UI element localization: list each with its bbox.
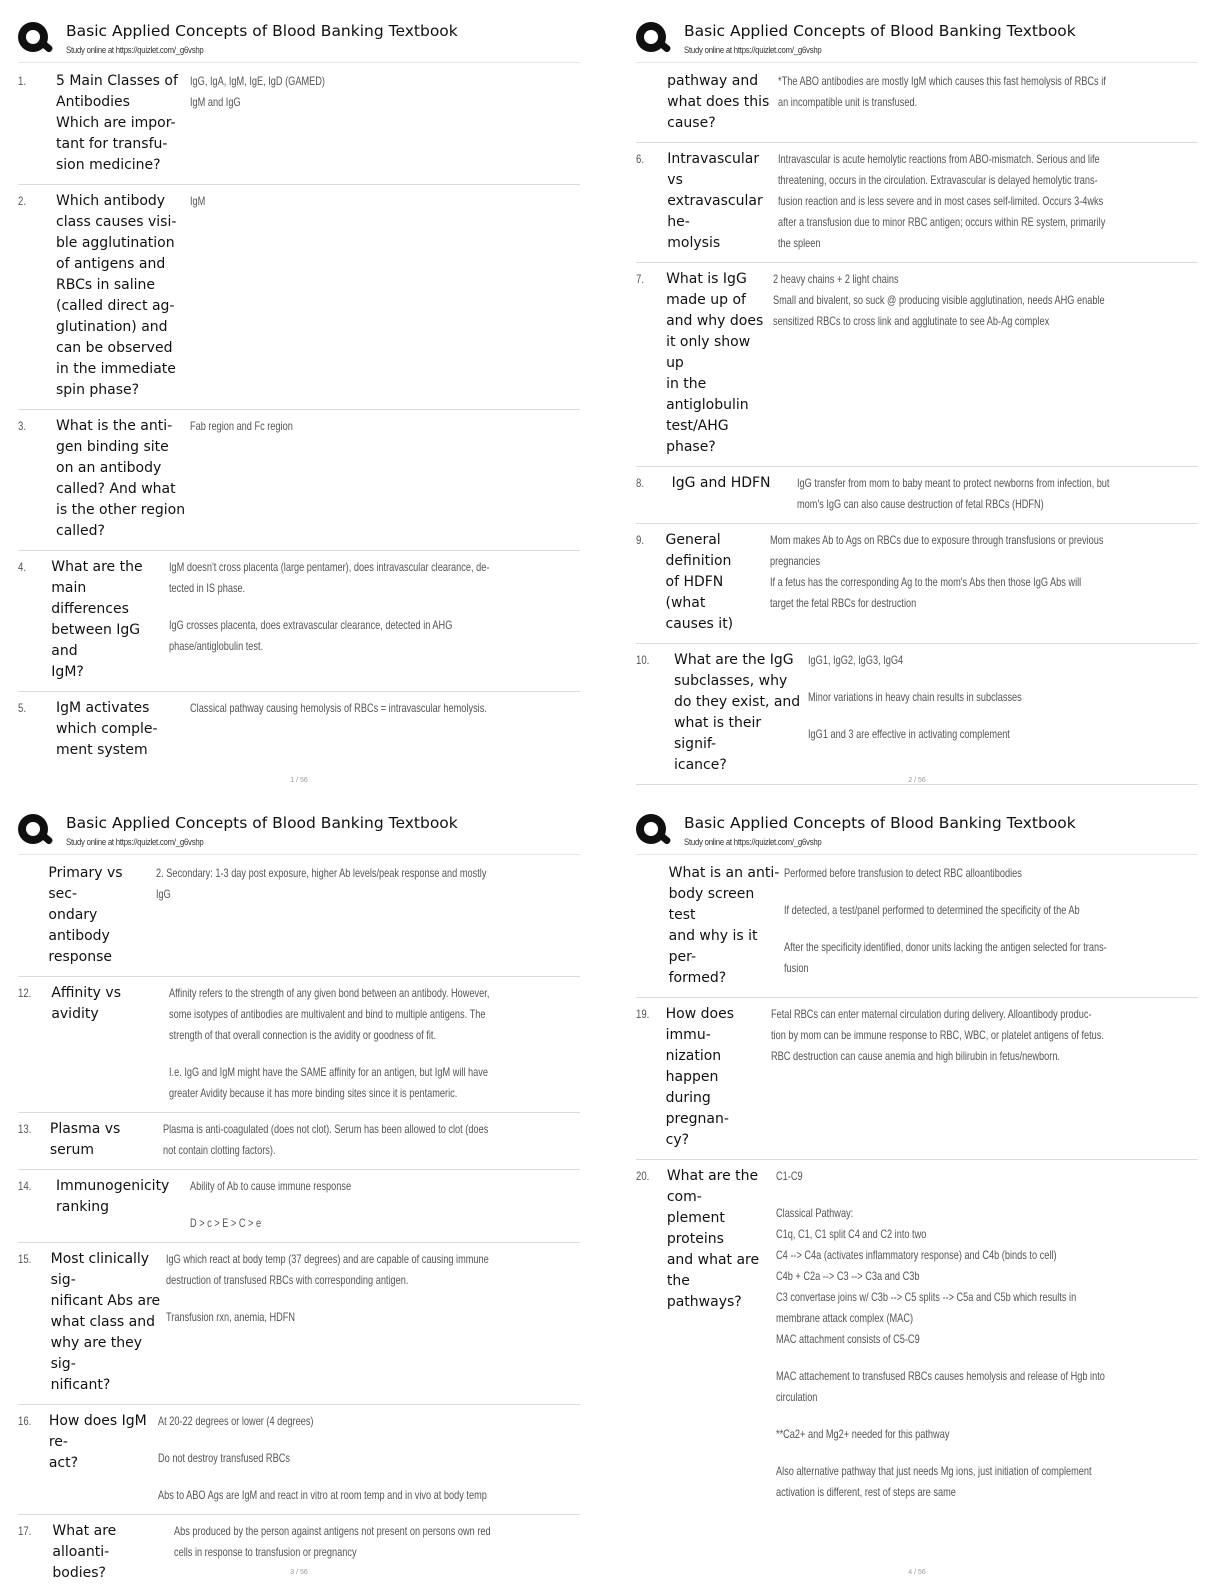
answer-line: **Ca2+ and Mg2+ needed for this pathway: [776, 1427, 950, 1441]
answer-line: If detected, a test/panel performed to determined the specificity of the Ab: [784, 903, 1080, 917]
card-answer: [156, 863, 580, 968]
page-header: [18, 18, 580, 63]
card-number: 1.: [18, 74, 27, 88]
card-number: 7.: [636, 272, 645, 286]
paragraph-gap: [776, 1350, 1198, 1366]
question-line: IgM?: [51, 664, 84, 680]
quizlet-logo-tail: [657, 40, 671, 54]
question-line: What is the anti-: [56, 418, 173, 434]
question-line: causes it): [665, 616, 734, 632]
answer-line: tion by mom can be immune response to RBC, WBC, or platelet antigens of fetus.: [771, 1028, 1105, 1042]
question-line: main differences: [51, 580, 129, 617]
answer-line: IgG, IgA, IgM, IgE, IgD (GAMED): [190, 74, 326, 88]
page-3: [18, 810, 580, 1580]
question-line: How does immu-: [665, 1006, 735, 1043]
card-answer: [190, 71, 580, 176]
answer-line: Performed before transfusion to detect RBC alloantibodies: [784, 866, 1023, 880]
paragraph-gap: [166, 1291, 580, 1307]
quizlet-logo-tail: [39, 40, 53, 54]
question-line: glutination) and: [56, 319, 168, 335]
question-line: Affinity vs avidity: [51, 985, 121, 1022]
question-line: What is an anti-: [668, 865, 780, 881]
study-online-link[interactable]: Study online at https://quizlet.com/_g6vshp: [684, 837, 822, 848]
flashcard-row: [18, 1405, 580, 1515]
answer-line: 2 heavy chains + 2 light chains: [772, 272, 899, 286]
question-line: made up of: [666, 292, 746, 308]
card-number: 12.: [18, 986, 32, 1000]
question-line: formed?: [668, 970, 727, 986]
card-answer: [771, 1004, 1198, 1151]
page-4: [636, 810, 1198, 1580]
question-line: and why does: [666, 313, 764, 329]
card-number: 2.: [18, 194, 27, 208]
question-line: cause?: [667, 115, 716, 131]
card-answer: [770, 530, 1198, 635]
card-answer: [776, 1166, 1198, 1503]
flashcard-row: [18, 410, 580, 551]
answer-line: IgG crosses placenta, does extravascular clearance, detected in AHG: [169, 618, 453, 632]
answer-line: C3 convertase joins w/ C3b --> C5 splits --> C5a and C5b which results in: [776, 1290, 1077, 1304]
answer-line: IgG which react at body temp (37 degrees) and are capable of causing immune: [166, 1252, 489, 1266]
answer-line: MAC attachement to transfused RBCs causes hemolysis and release of Hgb into: [776, 1369, 1106, 1383]
question-line: can be observed: [56, 340, 173, 356]
flashcard-row: [636, 857, 1198, 998]
question-line: pathway and: [667, 73, 759, 89]
answer-line: some isotypes of antibodies are multivalent and bind to multiple antigens. The: [169, 1007, 486, 1021]
card-question: [666, 530, 771, 635]
answer-line: Do not destroy transfused RBCs: [158, 1451, 291, 1465]
question-line: What are the IgG: [674, 652, 794, 668]
answer-line: Fetal RBCs can enter maternal circulation during delivery. Alloantibody produc-: [771, 1007, 1092, 1021]
document-title: Basic Applied Concepts of Blood Banking Textbook: [66, 22, 458, 40]
question-line: between IgG and: [51, 622, 141, 659]
flashcard-row: [636, 998, 1198, 1160]
card-answer: [166, 1249, 580, 1396]
answer-line: Abs to ABO Ags are IgM and react in vitro at room temp and in vivo at body temp: [158, 1488, 488, 1502]
card-answer: [190, 191, 580, 401]
question-line: spin phase?: [56, 382, 140, 398]
answer-line: Minor variations in heavy chain results in subclasses: [808, 690, 1022, 704]
answer-line: pregnancies: [770, 554, 821, 568]
question-line: called? And what: [56, 481, 176, 497]
question-line: pathways?: [666, 1294, 742, 1310]
paragraph-gap: [169, 1046, 580, 1062]
answer-line: RBC destruction can cause anemia and high bilirubin in fetus/newborn.: [771, 1049, 1061, 1063]
paragraph-gap: [776, 1187, 1198, 1203]
answer-line: activation is different, rest of steps are same: [776, 1485, 957, 1499]
question-line: Which are impor-: [56, 115, 176, 131]
question-line: called?: [56, 523, 105, 539]
answer-line: I.e. IgG and IgM might have the SAME affinity for an antigen, but IgM will have: [169, 1065, 489, 1079]
card-answer: [190, 1176, 580, 1234]
question-line: which comple-: [56, 721, 158, 737]
card-question: [56, 416, 190, 542]
quizlet-logo-tail: [657, 832, 671, 846]
paragraph-gap: [784, 884, 1198, 900]
flashcard-row: [636, 524, 1198, 644]
card-answer: [169, 983, 580, 1104]
question-line: What are alloanti-: [52, 1523, 117, 1560]
card-question: [49, 1411, 159, 1506]
answer-line: after a transfusion due to minor RBC antigen; occurs within RE system, primarily: [778, 215, 1106, 229]
question-line: plement proteins: [666, 1210, 725, 1247]
answer-line: an incompatible unit is transfused.: [777, 95, 917, 109]
card-answer: [169, 557, 580, 683]
question-line: nization happen: [665, 1048, 722, 1085]
answer-line: At 20-22 degrees or lower (4 degrees): [158, 1414, 314, 1428]
question-line: body screen test: [668, 886, 755, 923]
card-answer: [778, 71, 1198, 134]
page-footer: 1 / 56: [290, 777, 308, 784]
answer-line: Small and bivalent, so suck @ producing visible agglutination, needs AHG enable: [772, 293, 1105, 307]
card-question: [51, 983, 169, 1104]
flashcard-row: [18, 977, 580, 1113]
question-line: ranking: [56, 1199, 109, 1215]
answer-line: the spleen: [778, 236, 821, 250]
document-title: Basic Applied Concepts of Blood Banking Textbook: [684, 814, 1076, 832]
flashcard-row: [636, 143, 1198, 263]
answer-line: membrane attack complex (MAC): [776, 1311, 914, 1325]
card-answer: [190, 698, 580, 761]
question-line: molysis: [667, 235, 721, 251]
answer-line: phase/antiglobulin test.: [169, 639, 264, 653]
question-line: and why is it per-: [668, 928, 758, 965]
paragraph-gap: [784, 921, 1198, 937]
answer-line: C4 --> C4a (activates inflammatory response) and C4b (binds to cell): [776, 1248, 1057, 1262]
question-line: extravascular he-: [667, 193, 763, 230]
study-online-link[interactable]: Study online at https://quizlet.com/_g6vshp: [66, 45, 204, 56]
answer-line: IgM and IgG: [190, 95, 241, 109]
card-number: 3.: [18, 419, 27, 433]
answer-line: cells in response to transfusion or pregnancy: [174, 1545, 357, 1559]
question-line: 5 Main Classes of: [56, 73, 178, 89]
flashcard-row: [18, 857, 580, 977]
question-line: ondary antibody: [48, 907, 110, 944]
question-line: what is their signif-: [674, 715, 762, 752]
question-line: RBCs in saline: [56, 277, 155, 293]
answer-line: IgG1 and 3 are effective in activating complement: [808, 727, 1010, 741]
card-number: 8.: [636, 476, 645, 490]
page-header: [18, 810, 580, 855]
flashcard-row: [18, 65, 580, 185]
card-number: 13.: [18, 1122, 32, 1136]
question-line: IgM activates: [56, 700, 150, 716]
flashcard-row: [18, 551, 580, 692]
answer-line: MAC attachment consists of C5-C9: [776, 1332, 921, 1346]
card-question: [667, 71, 778, 134]
question-line: How does IgM re-: [48, 1413, 147, 1450]
study-online-link[interactable]: Study online at https://quizlet.com/_g6vshp: [66, 837, 204, 848]
card-question: [56, 71, 190, 176]
answer-line: Ability of Ab to cause immune response: [190, 1179, 352, 1193]
card-number: [636, 863, 662, 989]
card-question: [50, 1119, 163, 1161]
flashcard-row: [636, 263, 1198, 467]
question-line: what class and: [50, 1314, 156, 1330]
question-line: bodies?: [52, 1565, 106, 1580]
answer-line: not contain clotting factors).: [162, 1143, 276, 1157]
question-line: what does this: [667, 94, 770, 110]
question-line: of antigens and: [56, 256, 166, 272]
answer-line: Mom makes Ab to Ags on RBCs due to exposure through transfusions or previous: [770, 533, 1104, 547]
answer-line: strength of that overall connection is the avidity or goodness of fit.: [169, 1028, 437, 1042]
card-answer: [797, 473, 1198, 515]
question-line: (called direct ag-: [56, 298, 175, 314]
answer-line: Plasma is anti-coagulated (does not clot). Serum has been allowed to clot (does: [162, 1122, 489, 1136]
flashcard-row: [636, 785, 1198, 788]
card-question: [666, 1004, 771, 1151]
card-number: 10.: [636, 653, 650, 667]
question-line: Plasma vs serum: [49, 1121, 121, 1158]
answer-line: greater Avidity because it has more binding sites since it is pentameric.: [169, 1086, 458, 1100]
question-line: ment system: [56, 742, 148, 758]
card-answer: [190, 416, 580, 542]
answer-line: target the fetal RBCs for destruction: [770, 596, 917, 610]
question-line: Most clinically sig-: [50, 1251, 150, 1288]
card-number: 17.: [18, 1524, 32, 1538]
question-line: IgG and HDFN: [671, 475, 771, 491]
paragraph-gap: [169, 599, 580, 615]
question-line: test/AHG phase?: [666, 418, 729, 455]
question-line: tant for transfu-: [56, 136, 168, 152]
card-answer: [773, 269, 1198, 458]
card-number: [636, 71, 661, 134]
paragraph-gap: [776, 1445, 1198, 1461]
answer-line: Fab region and Fc region: [190, 419, 293, 433]
answer-line: circulation: [776, 1390, 818, 1404]
question-line: do they exist, and: [674, 694, 801, 710]
card-number: 19.: [636, 1007, 650, 1021]
card-number: 14.: [18, 1179, 32, 1193]
answer-line: threatening, occurs in the circulation. Extravascular is delayed hemolytic trans-: [778, 173, 1099, 187]
question-line: Antibodies: [56, 94, 130, 110]
document-title: Basic Applied Concepts of Blood Banking Textbook: [684, 22, 1076, 40]
card-question: [667, 149, 778, 254]
paragraph-gap: [190, 1197, 580, 1213]
answer-line: IgM: [190, 194, 206, 208]
question-line: Primary vs sec-: [48, 865, 123, 902]
card-number: 5.: [18, 701, 27, 715]
card-question: [56, 191, 190, 401]
question-line: during pregnan-: [665, 1090, 729, 1127]
card-answer: [784, 863, 1198, 989]
answer-line: IgG: [156, 887, 172, 901]
question-line: of HDFN (what: [665, 574, 724, 611]
question-line: gen binding site: [56, 439, 169, 455]
question-line: nificant Abs are: [50, 1293, 161, 1309]
question-line: General definition: [665, 532, 732, 569]
document-title: Basic Applied Concepts of Blood Banking Textbook: [66, 814, 458, 832]
answer-line: mom's IgG can also cause destruction of fetal RBCs (HDFN): [797, 497, 1045, 511]
page-header: [636, 18, 1198, 63]
answer-line: IgM doesn't cross placenta (large pentamer), does intravascular clearance, de-: [169, 560, 490, 574]
flashcard-row: [18, 692, 580, 769]
question-line: response: [48, 949, 112, 965]
question-line: What are the com-: [666, 1168, 759, 1205]
card-question: [56, 698, 190, 761]
answer-line: C1-C9: [776, 1169, 803, 1183]
paragraph-gap: [158, 1432, 580, 1448]
flashcard-row: [636, 1160, 1198, 1511]
card-question: [672, 473, 798, 515]
card-question: [56, 1176, 190, 1234]
answer-line: C4b + C2a --> C3 --> C3a and C3b: [776, 1269, 920, 1283]
question-line: Which antibody: [56, 193, 166, 209]
answer-line: Also alternative pathway that just needs Mg ions, just initiation of complement: [776, 1464, 1092, 1478]
answer-line: fusion reaction and is less severe and in most cases self-limited. Occurs 3-4wks: [778, 194, 1104, 208]
card-number: [18, 863, 42, 968]
card-answer: [778, 149, 1198, 254]
card-number: 20.: [636, 1169, 650, 1183]
answer-line: Intravascular is acute hemolytic reactions from ABO-mismatch. Serious and life: [778, 152, 1101, 166]
card-number: 4.: [18, 560, 27, 574]
flashcard-row: [18, 185, 580, 410]
answer-line: D > c > E > C > e: [190, 1216, 262, 1230]
page-footer: 2 / 56: [908, 777, 926, 784]
question-line: subclasses, why: [674, 673, 788, 689]
flashcard-row: [18, 1243, 580, 1405]
study-online-link[interactable]: Study online at https://quizlet.com/_g6vshp: [684, 45, 822, 56]
card-question: [51, 557, 169, 683]
question-line: it only show up: [666, 334, 751, 371]
question-line: Intravascular vs: [667, 151, 760, 188]
question-line: icance?: [674, 757, 727, 773]
question-line: class causes visi-: [56, 214, 177, 230]
page-header: [636, 810, 1198, 855]
card-answer: [163, 1119, 580, 1161]
question-line: in the antiglobulin: [666, 376, 749, 413]
answer-line: destruction of transfused RBCs with corresponding antigen.: [166, 1273, 409, 1287]
quizlet-logo-tail: [39, 832, 53, 846]
answer-line: C1q, C1, C1 split C4 and C2 into two: [776, 1227, 927, 1241]
page-footer: 4 / 56: [908, 1569, 926, 1576]
page-footer: 3 / 56: [290, 1569, 308, 1576]
card-question: [667, 1166, 777, 1503]
answer-line: fusion: [784, 961, 809, 975]
card-question: [51, 1249, 167, 1396]
answer-line: Transfusion rxn, anemia, HDFN: [166, 1310, 296, 1324]
paragraph-gap: [776, 1408, 1198, 1424]
answer-line: *The ABO antibodies are mostly IgM which causes this fast hemolysis of RBCs if: [777, 74, 1106, 88]
flashcard-row: [18, 1170, 580, 1243]
paragraph-gap: [808, 708, 1198, 724]
card-number: 15.: [18, 1252, 32, 1266]
paragraph-gap: [158, 1469, 580, 1485]
flashcard-row: [636, 65, 1198, 143]
answer-line: 2. Secondary: 1-3 day post exposure, higher Ab levels/peak response and mostly: [156, 866, 487, 880]
flashcard-row: [18, 1113, 580, 1170]
card-number: 16.: [18, 1414, 32, 1428]
answer-line: Abs produced by the person against antigens not present on persons own red: [174, 1524, 491, 1538]
answer-line: Classical pathway causing hemolysis of RBCs = intravascular hemolysis.: [190, 701, 487, 715]
answer-line: sensitized RBCs to cross link and agglutinate to see Ab-Ag complex: [772, 314, 1050, 328]
question-line: why are they sig-: [50, 1335, 143, 1372]
question-line: What is IgG: [666, 271, 747, 287]
answer-line: IgG transfer from mom to baby meant to protect newborns from infection, but: [797, 476, 1110, 490]
card-question: [674, 650, 808, 776]
page-2: [636, 18, 1198, 788]
question-line: act?: [48, 1455, 79, 1471]
card-question: [48, 863, 156, 968]
page-1: [18, 18, 580, 788]
answer-line: Classical Pathway:: [776, 1206, 854, 1220]
question-line: cy?: [665, 1132, 690, 1148]
paragraph-gap: [808, 671, 1198, 687]
answer-line: Affinity refers to the strength of any given bond between an antibody. However,: [169, 986, 490, 1000]
question-line: in the immediate: [56, 361, 176, 377]
question-line: sion medicine?: [56, 157, 161, 173]
answer-line: IgG1, IgG2, IgG3, IgG4: [808, 653, 904, 667]
flashcard-row: [636, 644, 1198, 785]
card-question: [669, 863, 785, 989]
flashcard-row: [636, 467, 1198, 524]
question-line: on an antibody: [56, 460, 162, 476]
question-line: Immunogenicity: [56, 1178, 170, 1194]
card-answer: [158, 1411, 580, 1506]
card-number: 6.: [636, 152, 645, 166]
card-answer: [808, 650, 1198, 776]
card-question: [666, 269, 773, 458]
answer-line: tected in IS phase.: [169, 581, 246, 595]
question-line: ble agglutination: [56, 235, 175, 251]
question-line: What are the: [51, 559, 143, 575]
answer-line: If a fetus has the corresponding Ag to the mom's Abs then those IgG Abs will: [770, 575, 1082, 589]
card-number: 9.: [636, 533, 645, 547]
question-line: nificant?: [50, 1377, 111, 1393]
answer-line: After the specificity identified, donor units lacking the antigen selected for trans-: [784, 940, 1107, 954]
question-line: is the other region: [56, 502, 186, 518]
question-line: and what are the: [666, 1252, 760, 1289]
